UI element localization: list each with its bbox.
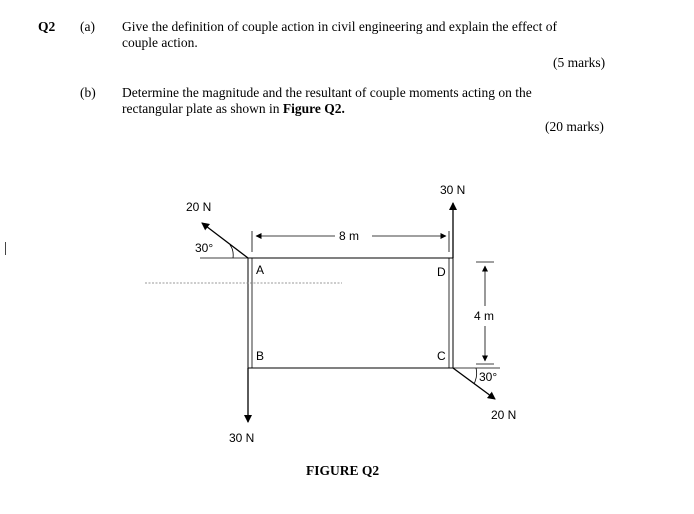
label-angle-30-bottom-right: 30° [479, 370, 498, 384]
label-force-20n-bottom-right: 20 N [491, 408, 517, 422]
label-corner-b: B [256, 349, 265, 363]
figure-caption: FIGURE Q2 [306, 463, 380, 478]
part-a-text-line2: couple action. [122, 35, 198, 50]
label-force-20n-top-left: 20 N [186, 200, 212, 214]
label-angle-30-top-left: 30° [195, 241, 214, 255]
part-b-marks: (20 marks) [545, 119, 604, 134]
margin-cursor-mark: | [4, 240, 8, 256]
rectangular-plate [248, 258, 453, 368]
question-number: Q2 [38, 19, 56, 34]
angle-arc-bottom-right [474, 368, 477, 384]
label-corner-c: C [437, 349, 446, 363]
part-b-text-line1: Determine the magnitude and the resultant of couple moments acting on the [122, 85, 532, 100]
label-corner-a: A [256, 263, 265, 277]
label-dimension-4m: 4 m [474, 309, 495, 323]
part-a-text-line1: Give the definition of couple action in civil engineering and explain the effect of [122, 19, 557, 34]
part-a-marks: (5 marks) [553, 55, 606, 70]
part-b-label: (b) [80, 85, 96, 100]
label-force-30n-bottom-left: 30 N [229, 431, 255, 445]
label-corner-d: D [437, 265, 446, 279]
figure-reference: Figure Q2. [282, 101, 345, 116]
part-b-text-line2-prefix: rectangular plate as shown in [122, 101, 283, 116]
label-dimension-8m: 8 m [339, 229, 360, 243]
label-force-30n-top-right: 30 N [440, 183, 466, 197]
part-a-label: (a) [80, 19, 95, 34]
